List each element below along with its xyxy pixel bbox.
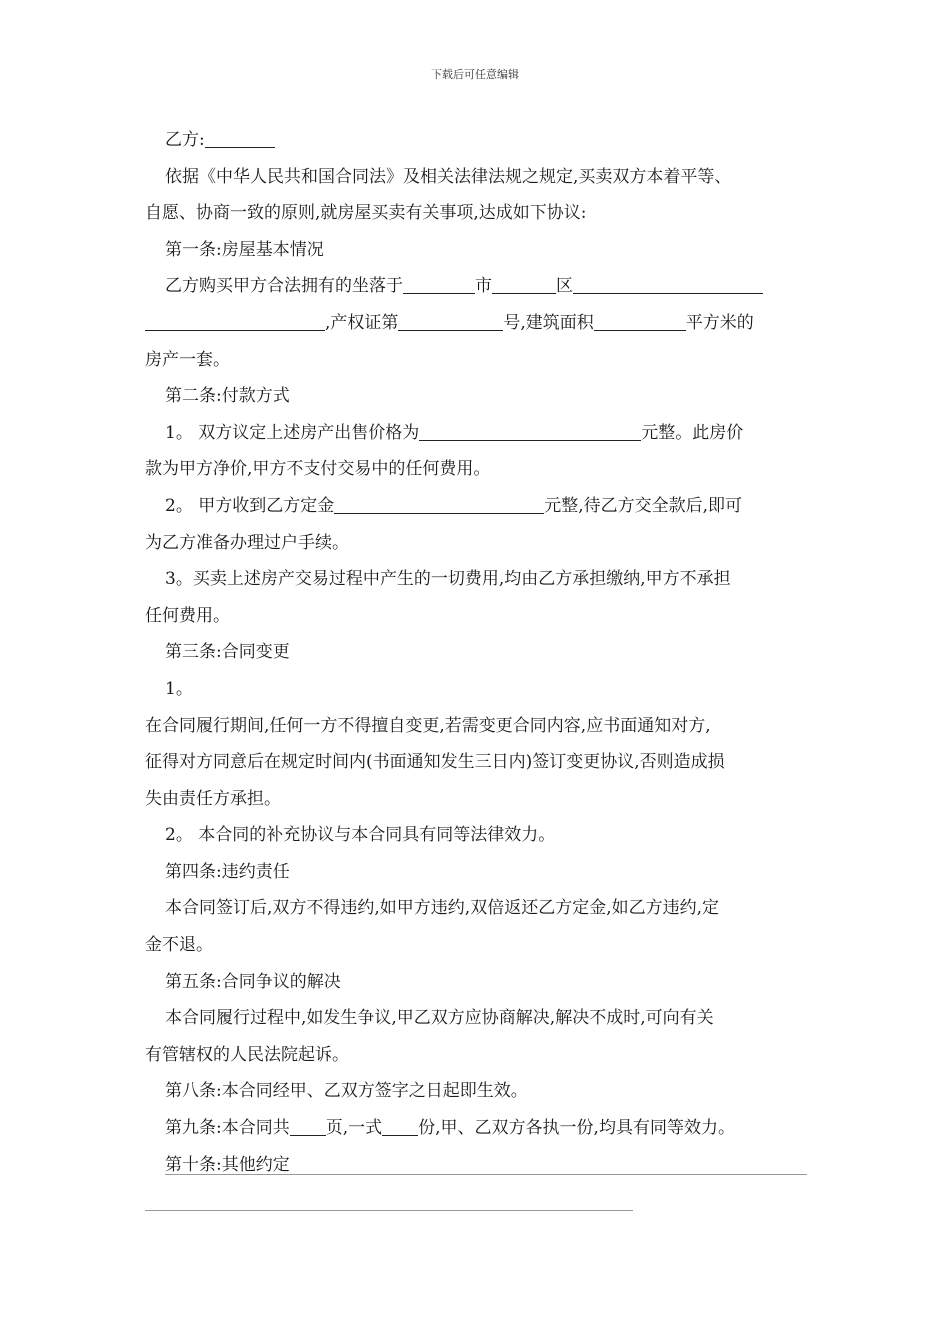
article-title: 第三条:合同变更 bbox=[165, 642, 290, 663]
paragraph: 金不退。 bbox=[145, 935, 213, 956]
blank-field bbox=[594, 312, 686, 331]
blank-field bbox=[205, 129, 275, 148]
article-title: 第二条:付款方式 bbox=[165, 386, 290, 407]
paragraph: 本合同签订后,双方不得违约,如甲方违约,双倍返还乙方定金,如乙方违约,定 bbox=[165, 898, 720, 919]
contract-body bbox=[145, 122, 810, 1183]
blank-field bbox=[334, 495, 544, 514]
paragraph: 在合同履行期间,任何一方不得擅自变更,若需变更合同内容,应书面通知对方, bbox=[145, 715, 711, 736]
paragraph: 1。 双方议定上述房产出售价格为 元整。此房价 bbox=[165, 422, 744, 443]
page-header: 下载后可任意编辑 bbox=[431, 68, 519, 81]
blank-field bbox=[290, 1117, 326, 1136]
paragraph: 任何费用。 bbox=[145, 605, 230, 626]
article-title: 第一条:房屋基本情况 bbox=[165, 239, 324, 260]
paragraph: 本合同履行过程中,如发生争议,甲乙双方应协商解决,解决不成时,可向有关 bbox=[165, 1008, 714, 1029]
paragraph: 乙方购买甲方合法拥有的坐落于 市 区 bbox=[145, 268, 810, 305]
blank-rule bbox=[165, 1174, 807, 1175]
blank-field bbox=[382, 1117, 418, 1136]
paragraph: 2。 甲方收到乙方定金 元整,待乙方交全款后,即可 bbox=[165, 495, 743, 516]
paragraph: 自愿、协商一致的原则,就房屋买卖有关事项,达成如下协议: bbox=[145, 203, 587, 224]
paragraph: 1。 bbox=[165, 678, 193, 699]
blank-field bbox=[419, 422, 641, 441]
article-title: 第五条:合同争议的解决 bbox=[165, 971, 341, 992]
article-title: 第八条:本合同经甲、乙双方签字之日起即生效。 bbox=[165, 1081, 528, 1102]
paragraph: 有管辖权的人民法院起诉。 bbox=[145, 1044, 349, 1065]
paragraph: 依据《中华人民共和国合同法》及相关法律法规之规定,买卖双方本着平等、 bbox=[165, 166, 732, 187]
paragraph: 为乙方准备办理过户手续。 bbox=[145, 532, 349, 553]
blank-rule bbox=[145, 1210, 633, 1211]
paragraph: ,产权证第 号,建筑面积 平方米的 bbox=[145, 305, 810, 342]
paragraph: 房产一套。 bbox=[145, 349, 230, 370]
blank-field bbox=[398, 312, 503, 331]
party-b-line: 乙方: bbox=[145, 122, 810, 159]
blank-field bbox=[492, 275, 556, 294]
article-title: 第四条:违约责任 bbox=[165, 861, 290, 882]
blank-field bbox=[573, 275, 763, 294]
blank-field bbox=[403, 275, 475, 294]
paragraph: 3。买卖上述房产交易过程中产生的一切费用,均由乙方承担缴纳,甲方不承担 bbox=[165, 569, 731, 590]
paragraph: 款为甲方净价,甲方不支付交易中的任何费用。 bbox=[145, 459, 491, 480]
paragraph: 2。 本合同的补充协议与本合同具有同等法律效力。 bbox=[165, 825, 556, 846]
paragraph: 失由责任方承担。 bbox=[145, 788, 281, 809]
article-title: 第十条:其他约定 bbox=[165, 1154, 290, 1175]
article-title: 第九条:本合同共 页,一式 份,甲、乙双方各执一份,均具有同等效力。 bbox=[165, 1118, 735, 1139]
paragraph: 征得对方同意后在规定时间内(书面通知发生三日内)签订变更协议,否则造成损 bbox=[145, 752, 725, 773]
blank-field bbox=[145, 312, 325, 331]
